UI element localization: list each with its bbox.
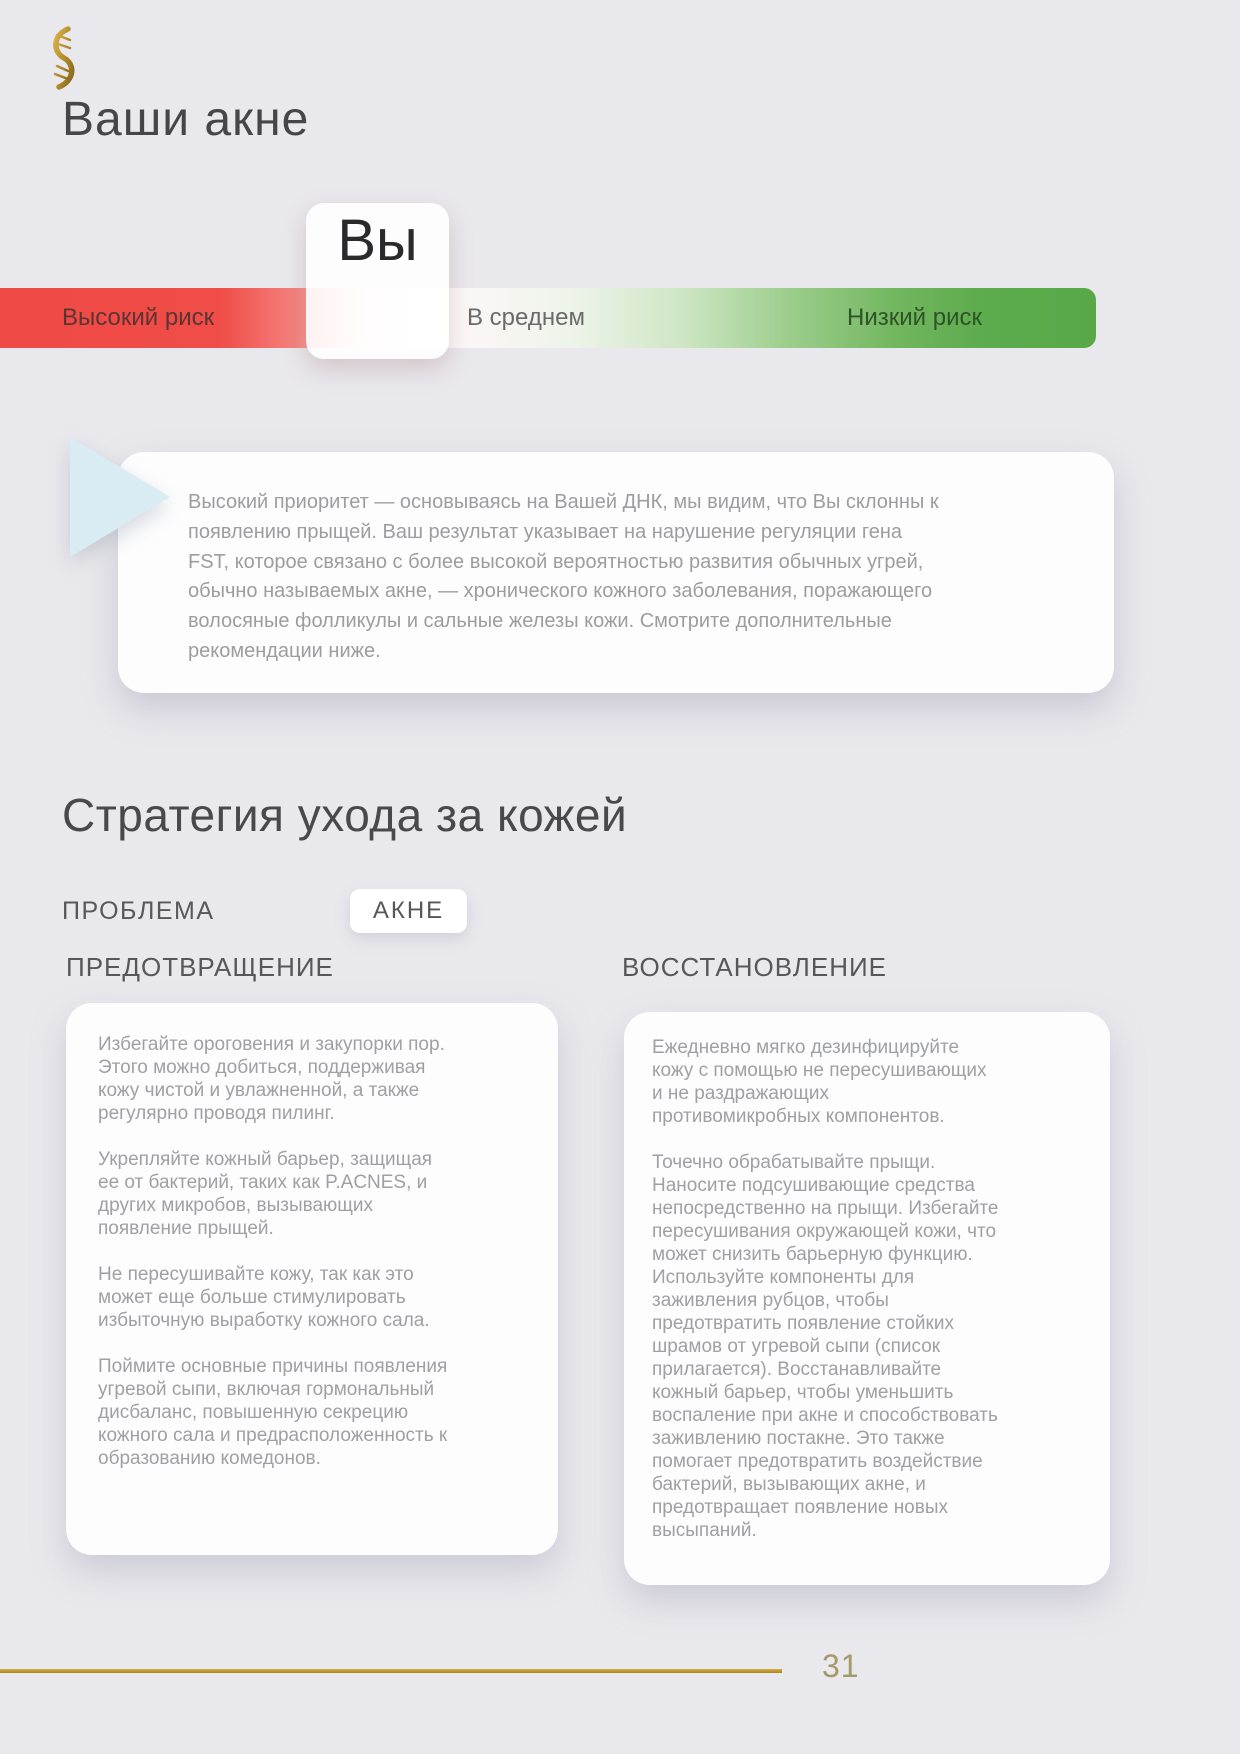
priority-note-card (118, 452, 1114, 693)
card-paragraph: Поймите основные причины появления угревой сыпи, включая гормональный дисбаланс, повышенную секрецию кожного сала и предрасположенность к образованию комедонов. (98, 1356, 448, 1469)
risk-label-low: Низкий риск (847, 304, 982, 331)
you-marker-label: Вы (337, 208, 418, 273)
prevention-card-body (98, 1033, 450, 1493)
column-heading-prevention: ПРЕДОТВРАЩЕНИЕ (66, 952, 334, 982)
risk-label-medium: В среднем (467, 304, 585, 331)
card-paragraph: Ежедневно мягко дезинфицируйте кожу с помощью не пересушивающих и не раздражающих противомикробных компонентов. (652, 1037, 987, 1127)
restoration-card (624, 1012, 1110, 1585)
callout-triangle-icon (70, 437, 170, 557)
card-paragraph: Не пересушивайте кожу, так как это может еще больше стимулировать избыточную выработку кожного сала. (98, 1264, 430, 1331)
card-paragraph: Точечно обрабатывайте прыщи. Наносите подсушивающие средства непосредственно на прыщи. Избегайте пересушивания окружающей кожи, что может снизить барьерную функцию. Используйте компоненты для заживления рубцов, чтобы предотвратить появление стойких шрамов от угревой сыпи (список прилагается). Восстанавливайте кожный барьер, чтобы уменьшить воспаление при акне и способствовать заживлению постакне. Это также помогает предотвратить воздействие бактерий, вызывающих акне, и предотвращает появление новых высыпаний. (652, 1152, 999, 1541)
risk-gradient-bar (0, 288, 1096, 348)
risk-label-high: Высокий риск (62, 304, 215, 331)
card-paragraph: Укрепляйте кожный барьер, защищая ее от бактерий, таких как P.ACNES, и других микробов, вызывающих появление прыщей. (98, 1149, 433, 1239)
footer-gold-rule (0, 1669, 782, 1673)
priority-note-text: Высокий приоритет — основываясь на Вашей ДНК, мы видим, что Вы склонны к появлению прыщей. Ваш результат указывает на нарушение регуляции гена FST, которое связано с более высокой вероятностью развития обычных угрей, обычно называемых акне, — хронического кожного заболевания, поражающего волосяные фолликулы и сальные железы кожи. Смотрите дополнительные рекомендации ниже. (188, 491, 939, 662)
strategy-heading: Стратегия ухода за кожей (62, 789, 628, 841)
card-paragraph: Избегайте ороговения и закупорки пор. Этого можно добиться, поддерживая кожу чистой и увлажненной, а также регулярно проводя пилинг. (98, 1034, 445, 1124)
footer-page-number: 31 (822, 1648, 860, 1684)
problem-value-badge: АКНЕ (350, 889, 467, 933)
column-heading-restoration: ВОССТАНОВЛЕНИЕ (622, 952, 888, 982)
problem-label: ПРОБЛЕМА (62, 897, 215, 925)
restoration-card-body (652, 1036, 1000, 1565)
you-position-marker (306, 203, 449, 359)
gold-dna-logo-icon (42, 26, 84, 90)
prevention-card (66, 1003, 558, 1555)
page-title: Ваши акне (62, 93, 310, 146)
